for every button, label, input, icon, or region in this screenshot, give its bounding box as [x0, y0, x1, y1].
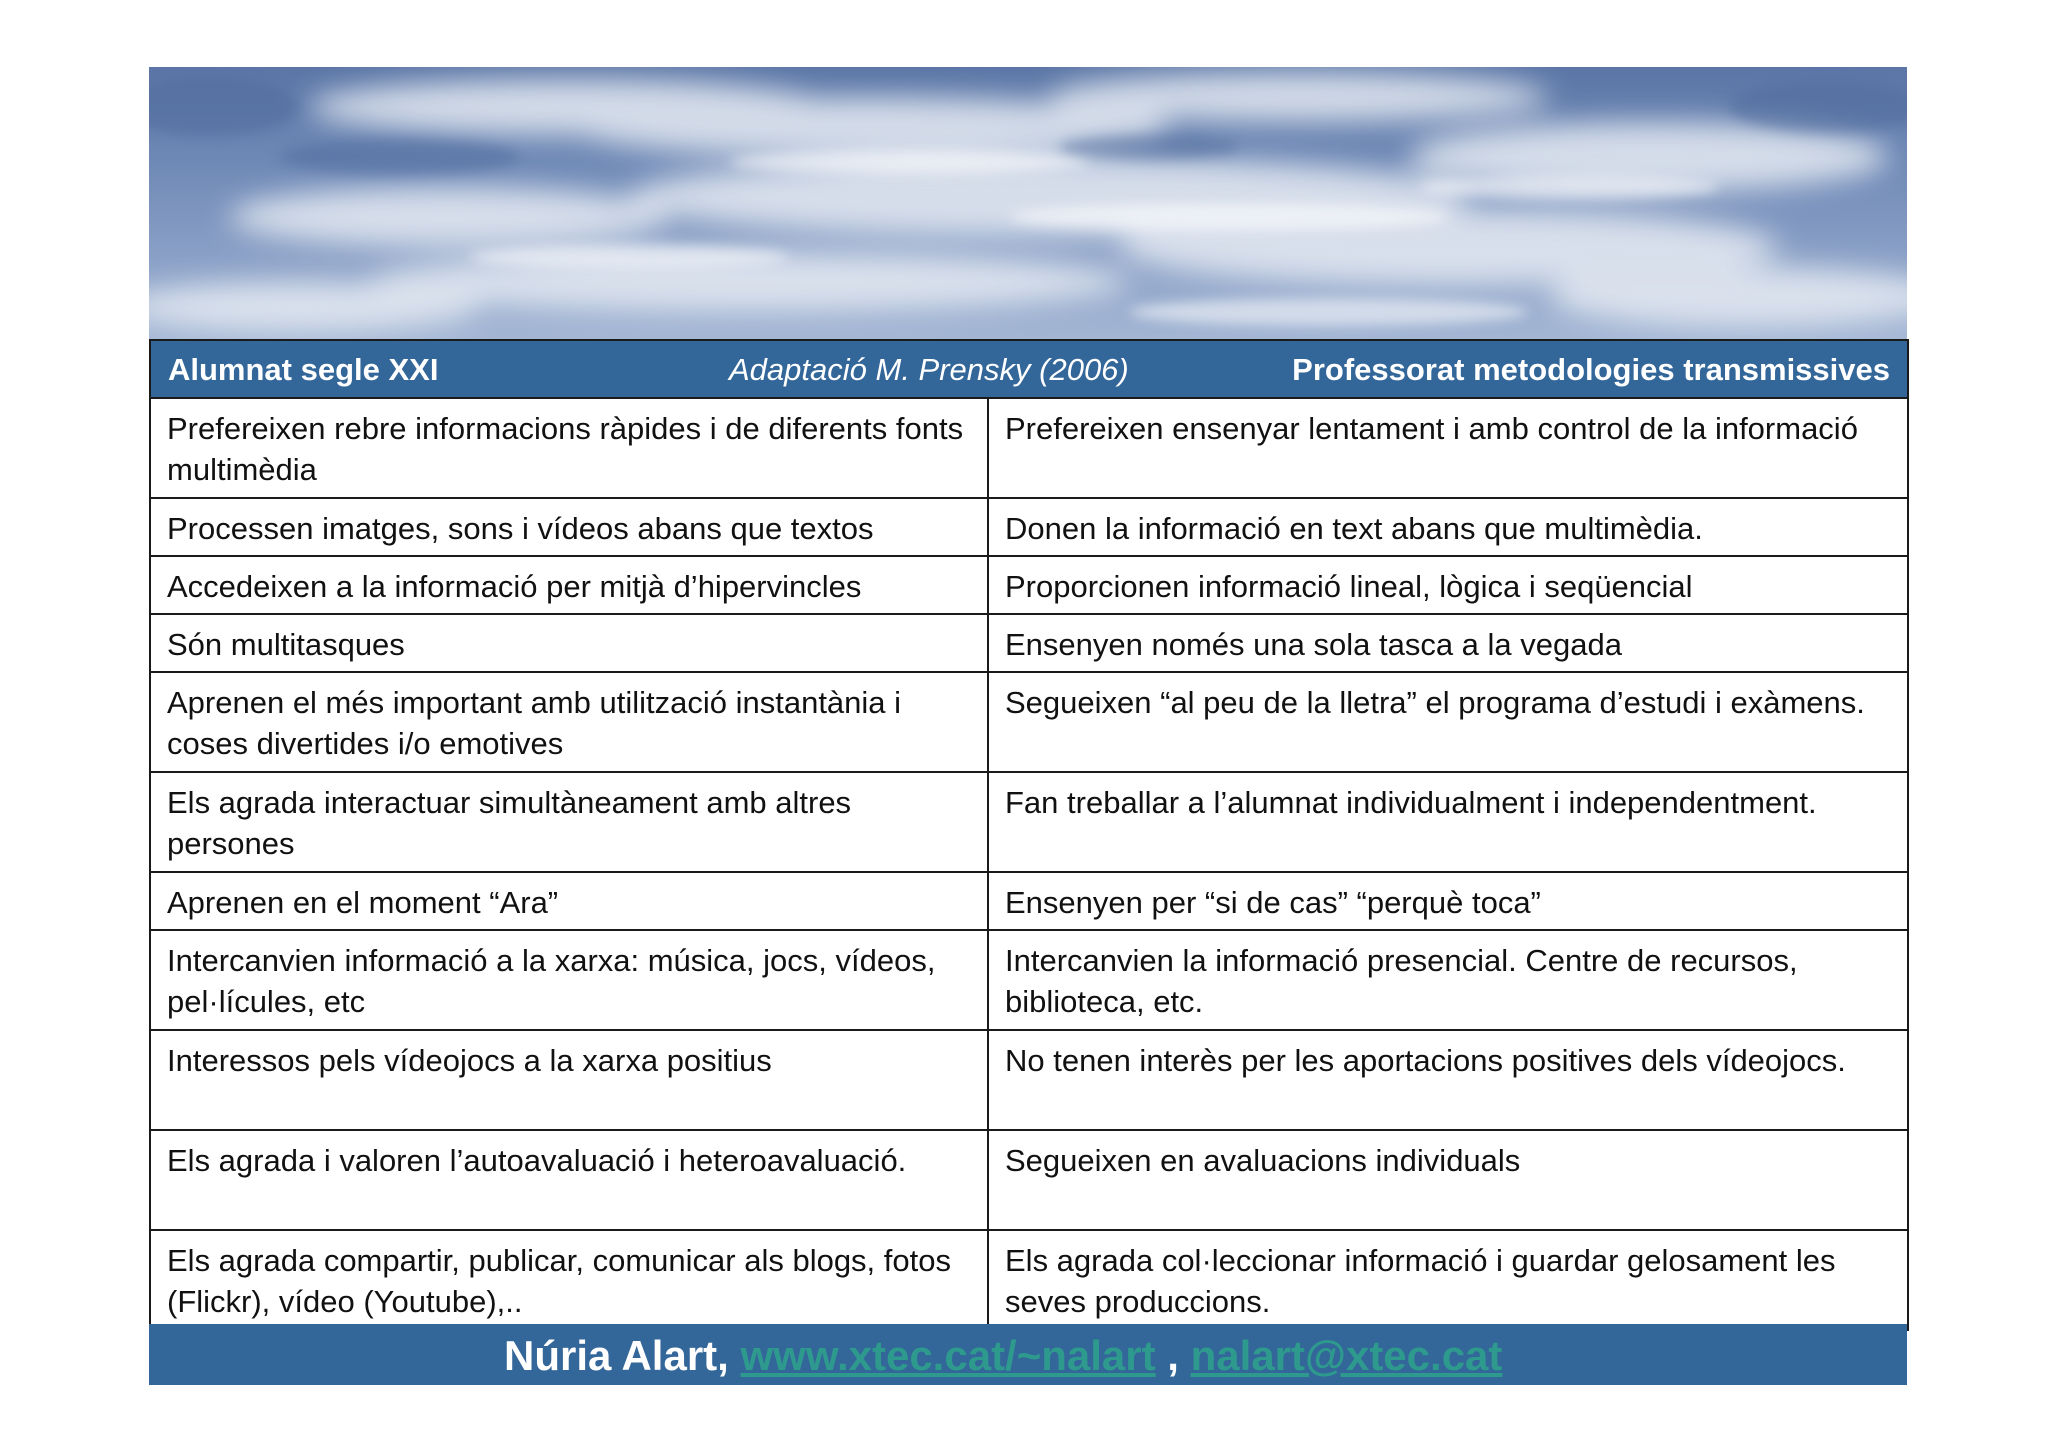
cell-students: Prefereixen rebre informacions ràpides i de diferents fonts multimèdia — [150, 398, 988, 498]
footer-email-link[interactable]: nalart@xtec.cat — [1190, 1332, 1503, 1379]
header-teachers-label: Professorat metodologies transmissives — [1292, 352, 1890, 387]
table-row — [150, 556, 1908, 614]
table-body — [150, 398, 1908, 1330]
slide — [149, 67, 1907, 1385]
cell-teachers: Segueixen “al peu de la lletra” el programa d’estudi i exàmens. — [988, 672, 1908, 772]
header-students-label: Alumnat segle XXI — [168, 352, 439, 387]
table-row — [150, 930, 1908, 1030]
cell-teachers: Prefereixen ensenyar lentament i amb control de la informació — [988, 398, 1908, 498]
table-row — [150, 498, 1908, 556]
table-row — [150, 872, 1908, 930]
footer-author: Núria Alart, — [504, 1332, 729, 1379]
cell-teachers: Ensenyen només una sola tasca a la vegada — [988, 614, 1908, 672]
cell-students: Interessos pels vídeojocs a la xarxa positius — [150, 1030, 988, 1130]
cell-students: Els agrada interactuar simultàneament amb altres persones — [150, 772, 988, 872]
cell-teachers: Proporcionen informació lineal, lògica i seqüencial — [988, 556, 1908, 614]
table-row — [150, 1130, 1908, 1230]
cell-students: Els agrada i valoren l’autoavaluació i heteroavaluació. — [150, 1130, 988, 1230]
cell-students: Processen imatges, sons i vídeos abans que textos — [150, 498, 988, 556]
table-header — [150, 340, 1908, 398]
clouds-illustration — [149, 67, 1907, 339]
cell-teachers: Ensenyen per “si de cas” “perquè toca” — [988, 872, 1908, 930]
table-row — [150, 1230, 1908, 1330]
cell-students: Són multitasques — [150, 614, 988, 672]
footer-bar — [149, 1324, 1907, 1385]
cell-students: Intercanvien informació a la xarxa: música, jocs, vídeos, pel·lícules, etc — [150, 930, 988, 1030]
table-row — [150, 614, 1908, 672]
table-header-row — [150, 340, 1908, 398]
footer-credits — [504, 1332, 1502, 1380]
cell-teachers: Els agrada col·leccionar informació i guardar gelosament les seves produccions. — [988, 1230, 1908, 1330]
cell-students: Aprenen el més important amb utilització instantània i coses divertides i/o emotives — [150, 672, 988, 772]
cell-teachers: Donen la informació en text abans que multimèdia. — [988, 498, 1908, 556]
header-source-citation: Adaptació M. Prensky (2006) — [729, 352, 1129, 387]
footer-separator: , — [1167, 1332, 1179, 1379]
comparison-table — [149, 339, 1909, 1331]
table-row — [150, 672, 1908, 772]
table-row — [150, 398, 1908, 498]
cell-students: Aprenen en el moment “Ara” — [150, 872, 988, 930]
cell-students: Els agrada compartir, publicar, comunicar als blogs, fotos (Flickr), vídeo (Youtube),.. — [150, 1230, 988, 1330]
sky-banner-image — [149, 67, 1907, 339]
table-row — [150, 772, 1908, 872]
cell-students: Accedeixen a la informació per mitjà d’hipervincles — [150, 556, 988, 614]
footer-website-link[interactable]: www.xtec.cat/~nalart — [740, 1332, 1156, 1379]
table-row — [150, 1030, 1908, 1130]
cell-teachers: No tenen interès per les aportacions positives dels vídeojocs. — [988, 1030, 1908, 1130]
cell-teachers: Intercanvien la informació presencial. Centre de recursos, biblioteca, etc. — [988, 930, 1908, 1030]
cell-teachers: Segueixen en avaluacions individuals — [988, 1130, 1908, 1230]
cell-teachers: Fan treballar a l’alumnat individualment i independentment. — [988, 772, 1908, 872]
